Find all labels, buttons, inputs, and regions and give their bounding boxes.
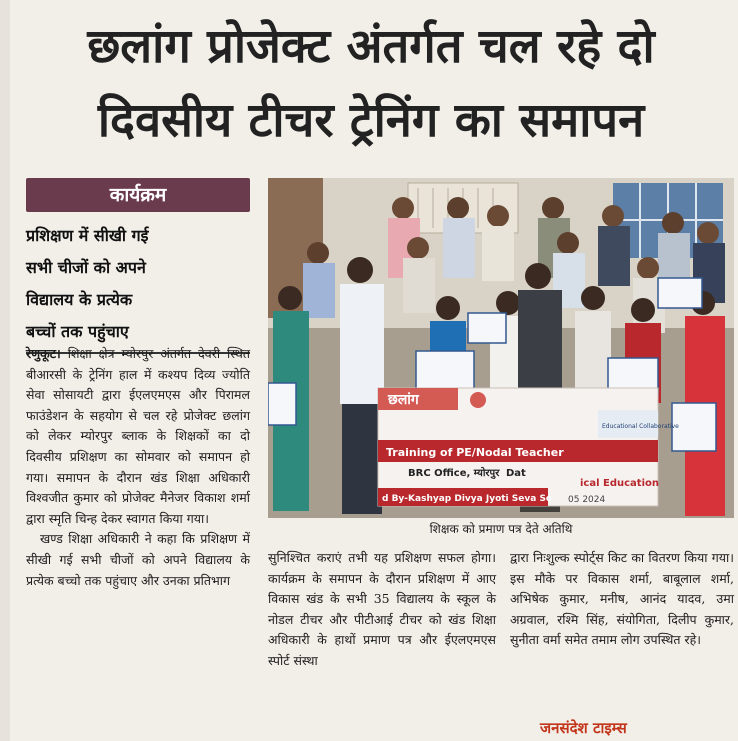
newspaper-masthead: जनसंदेश टाइम्स — [540, 719, 627, 737]
subheadline-line-3: विद्यालय के प्रत्येक — [26, 290, 133, 309]
article-column-2: सुनिश्चित कराएं तभी यह प्रशिक्षण सफल होगा। कार्यक्रम के समापन के दौरान प्रशिक्षण में आए विकास खंड के सभी 35 विद्यालय के स्कूल के नोडल टीचर और पीटीआई टीचर को खंड शिक्षा अधिकारी के हाथों प्रमाण पत्र और ईएलएमएस स्पोर्ट संस्था — [268, 550, 496, 668]
subheadline-line-2: सभी चीजों को अपने — [26, 258, 146, 277]
paragraph-1: शिक्षा क्षेत्र म्योरपुर अंतर्गत देवरी स्थित बीआरसी के ट्रेनिंग हाल में कश्यप दिव्य ज्योति सेवा सोसायटी द्वारा ईएलएमएस और पिरामल फाउंडेशन के सहयोग से चल रहे प्रोजेक्ट छलांग को लेकर म्योरपुर ब्लाक के शिक्षकों का दो दिवसीय प्रशिक्षण का सोमवार को समापन हो गया। समापन के दौरान खंड शिक्षा अधिकारी विश्वजीत कुमार को प्रोजेक्ट मैनेजर विकाश शर्मा द्वारा स्मृति चिन्ह देकर स्वागत किया गया। — [26, 346, 250, 526]
subheadline-line-4: बच्चों तक पहुंचाए — [26, 322, 129, 341]
banner-organizer: d By-Kashyap Divya Jyoti Seva So — [382, 494, 553, 504]
photo-caption: शिक्षक को प्रमाण पत्र देते अतिथि — [429, 522, 573, 536]
left-column-header — [26, 178, 250, 354]
dateline: रेणुकूट। — [26, 346, 61, 361]
subheadline — [26, 220, 250, 348]
banner-title: Training of PE/Nodal Teacher — [386, 446, 564, 459]
headline-line-2: दिवसीय टीचर ट्रेनिंग का समापन — [97, 93, 645, 148]
headline-line-1: छलांग प्रोजेक्ट अंतर्गत चल रहे दो — [87, 19, 655, 74]
photo-illustration — [268, 178, 734, 518]
banner-brand: छलांग — [388, 392, 419, 408]
headline — [12, 10, 730, 158]
banner-year: 05 2024 — [568, 495, 606, 505]
banner-title-2: ical Education — [580, 478, 659, 489]
section-tag: कार्यक्रम — [26, 178, 250, 212]
page-gutter — [0, 0, 10, 741]
banner-partner: Educational Collaborative — [602, 423, 679, 430]
news-photo — [268, 178, 734, 518]
subheadline-line-1: प्रशिक्षण में सीखी गई — [26, 226, 149, 245]
banner-date: Dat — [506, 468, 526, 479]
article-column-3: द्वारा निःशुल्क स्पोर्ट्स किट का वितरण किया गया। इस मौके पर विकास शर्मा, बाबूलाल शर्मा, अभिषेक कुमार, मनीष, आनंद यादव, उमा अग्रवाल, रश्मि सिंह, संयोगिता, दिलीप कुमार, सुनीता वर्मा समेत तमाम लोग उपस्थित रहे। — [510, 550, 734, 648]
paragraph-2: खण्ड शिक्षा अधिकारी ने कहा कि प्रशिक्षण में सीखी गई सभी चीजों को अपने विद्यालय के प्रत्येक बच्चो तक पहुंचाए और उनका प्रतिभाग — [26, 531, 250, 588]
banner-office: BRC Office, म्योरपुर — [408, 468, 500, 479]
article-column-1 — [26, 344, 250, 591]
